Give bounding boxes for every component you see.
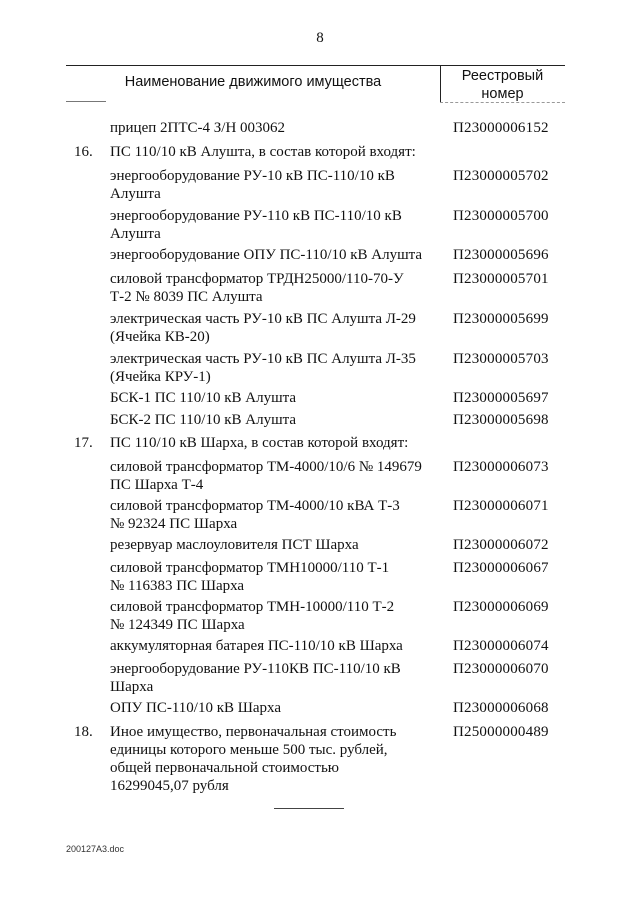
- row-name: энергооборудование ОПУ ПС-110/10 кВ Алушта: [110, 247, 423, 263]
- header-registry-column: [440, 67, 565, 103]
- header-registry-line2: номер: [481, 86, 524, 102]
- row-name: энергооборудование РУ-10 кВ ПС-110/10 кВ Алушта: [110, 168, 395, 202]
- row-name: ОПУ ПС-110/10 кВ Шарха: [110, 700, 282, 716]
- row-name: БСК-2 ПС 110/10 кВ Алушта: [110, 412, 297, 428]
- header-registry-line1: Реестровый: [461, 68, 544, 84]
- row-name: прицеп 2ПТС-4 З/Н 003062: [110, 120, 286, 136]
- row-registry-number: П25000000489: [453, 724, 549, 740]
- header-bottom-rule-right: [440, 102, 565, 103]
- row-registry-number: П23000005698: [453, 412, 549, 428]
- document-filename: 200127А3.doc: [66, 844, 125, 854]
- page-number: 8: [316, 30, 324, 46]
- row-name: резервуар маслоуловителя ПСТ Шарха: [110, 537, 359, 553]
- row-number: 17.: [74, 435, 93, 451]
- row-registry-number: П23000005701: [453, 271, 549, 287]
- row-name: электрическая часть РУ-10 кВ ПС Алушта Л-35 (Ячейка КРУ-1): [110, 351, 416, 385]
- row-registry-number: П23000006073: [453, 459, 549, 475]
- row-registry-number: П23000006067: [453, 560, 549, 576]
- row-name: энергооборудование РУ-110КВ ПС-110/10 кВ Шарха: [110, 661, 401, 695]
- end-of-table-rule: [274, 808, 344, 809]
- row-number: 16.: [74, 144, 93, 160]
- row-name: ПС 110/10 кВ Шарха, в состав которой входят:: [110, 435, 409, 451]
- row-number: 18.: [74, 724, 93, 740]
- row-name: аккумуляторная батарея ПС-110/10 кВ Шарха: [110, 638, 403, 654]
- header-bottom-rule-left: [66, 101, 106, 102]
- row-registry-number: П23000006072: [453, 537, 549, 553]
- row-registry-number: П23000006071: [453, 498, 549, 514]
- table-top-rule: [66, 65, 565, 66]
- row-name: ПС 110/10 кВ Алушта, в состав которой входят:: [110, 144, 416, 160]
- row-registry-number: П23000005699: [453, 311, 549, 327]
- row-registry-number: П23000005696: [453, 247, 549, 263]
- row-registry-number: П23000006068: [453, 700, 549, 716]
- row-registry-number: П23000006069: [453, 599, 549, 615]
- row-name: силовой трансформатор ТРДН25000/110-70-У Т-2 № 8039 ПС Алушта: [110, 271, 404, 305]
- row-name: Иное имущество, первоначальная стоимость единицы которого меньше 500 тыс. рублей, общей первоначальной стоимостью 16299045,07 рубля: [110, 724, 397, 794]
- row-name: силовой трансформатор ТМ-4000/10/6 № 149679 ПС Шарха Т-4: [110, 459, 422, 493]
- row-name: силовой трансформатор ТМН-10000/110 Т-2 № 124349 ПС Шарха: [110, 599, 395, 633]
- row-registry-number: П23000005697: [453, 390, 549, 406]
- header-name-column: Наименование движимого имущества: [124, 74, 382, 90]
- row-name: силовой трансформатор ТМ-4000/10 кВА Т-3 № 92324 ПС Шарха: [110, 498, 400, 532]
- row-registry-number: П23000006152: [453, 120, 549, 136]
- row-registry-number: П23000006070: [453, 661, 549, 677]
- row-name: электрическая часть РУ-10 кВ ПС Алушта Л-29 (Ячейка КВ-20): [110, 311, 416, 345]
- row-registry-number: П23000005700: [453, 208, 549, 224]
- row-registry-number: П23000005702: [453, 168, 549, 184]
- row-registry-number: П23000005703: [453, 351, 549, 367]
- row-name: БСК-1 ПС 110/10 кВ Алушта: [110, 390, 297, 406]
- row-registry-number: П23000006074: [453, 638, 549, 654]
- row-name: энергооборудование РУ-110 кВ ПС-110/10 кВ Алушта: [110, 208, 402, 242]
- row-name: силовой трансформатор ТМН10000/110 Т-1 № 116383 ПС Шарха: [110, 560, 390, 594]
